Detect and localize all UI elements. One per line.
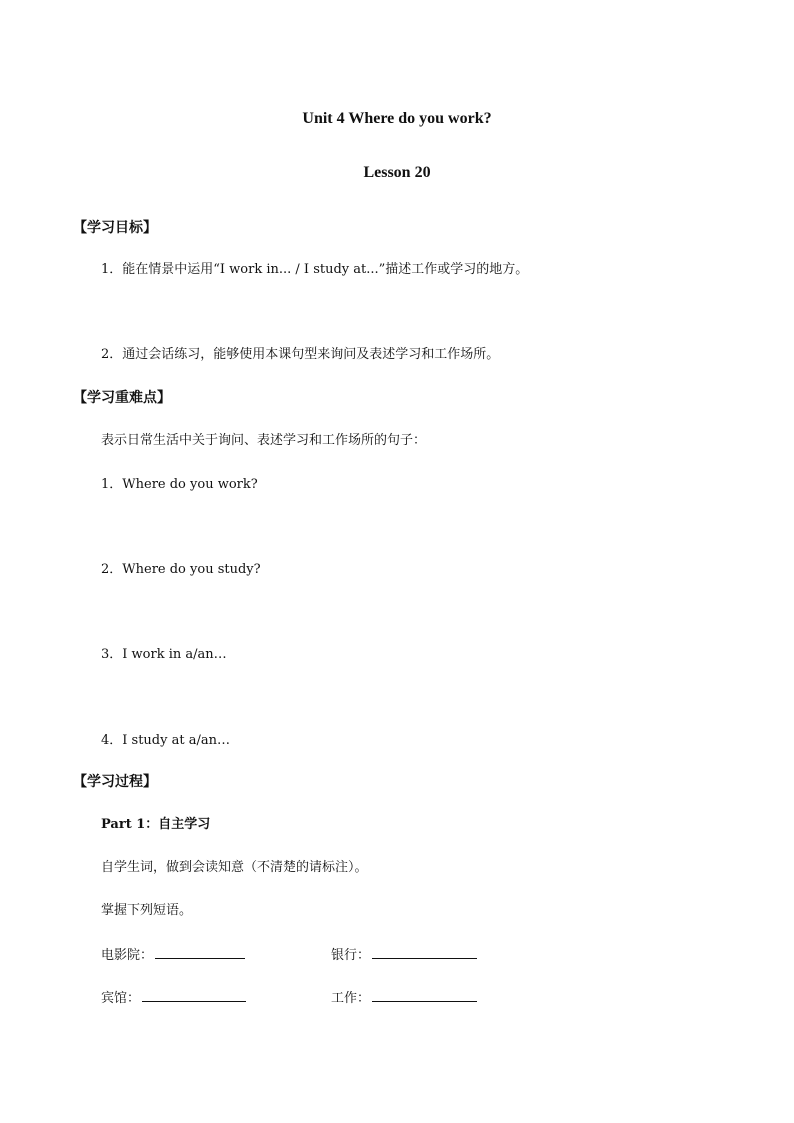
objectives-heading: 【学习目标】 bbox=[73, 220, 157, 236]
field-label: 电影院： bbox=[101, 948, 154, 963]
lesson-title: Lesson 20 bbox=[363, 164, 431, 181]
bank-field bbox=[331, 946, 477, 964]
field-label: 银行： bbox=[331, 948, 371, 963]
key-point-item: 2．Where do you study? bbox=[101, 562, 261, 577]
part1-title: Part 1：自主学习 bbox=[101, 817, 211, 832]
hotel-answer-blank[interactable] bbox=[142, 989, 246, 1002]
work-field bbox=[331, 989, 477, 1007]
field-label: 宾馆： bbox=[101, 991, 141, 1006]
key-point-item: 1．Where do you work? bbox=[101, 477, 258, 492]
key-points-heading: 【学习重难点】 bbox=[73, 390, 171, 406]
hotel-field bbox=[101, 989, 246, 1007]
key-points-intro: 表示日常生活中关于询问、表述学习和工作场所的句子： bbox=[101, 433, 427, 448]
cinema-field bbox=[101, 946, 245, 964]
self-study-instruction: 自学生词，做到会读知意（不清楚的请标注）。 bbox=[101, 860, 368, 875]
objective-item: 1．能在情景中运用“I work in... / I study at...”描述工作或学习的地方。 bbox=[101, 262, 529, 277]
key-point-item: 4．I study at a/an… bbox=[101, 733, 230, 748]
document-title: Unit 4 Where do you work? bbox=[302, 110, 492, 127]
process-heading: 【学习过程】 bbox=[73, 774, 157, 790]
work-answer-blank[interactable] bbox=[372, 989, 477, 1002]
cinema-answer-blank[interactable] bbox=[155, 946, 245, 959]
phrases-instruction: 掌握下列短语。 bbox=[101, 903, 193, 918]
field-label: 工作： bbox=[331, 991, 371, 1006]
bank-answer-blank[interactable] bbox=[372, 946, 477, 959]
objective-item: 2．通过会话练习，能够使用本课句型来询问及表述学习和工作场所。 bbox=[101, 347, 500, 362]
key-point-item: 3．I work in a/an… bbox=[101, 647, 227, 662]
